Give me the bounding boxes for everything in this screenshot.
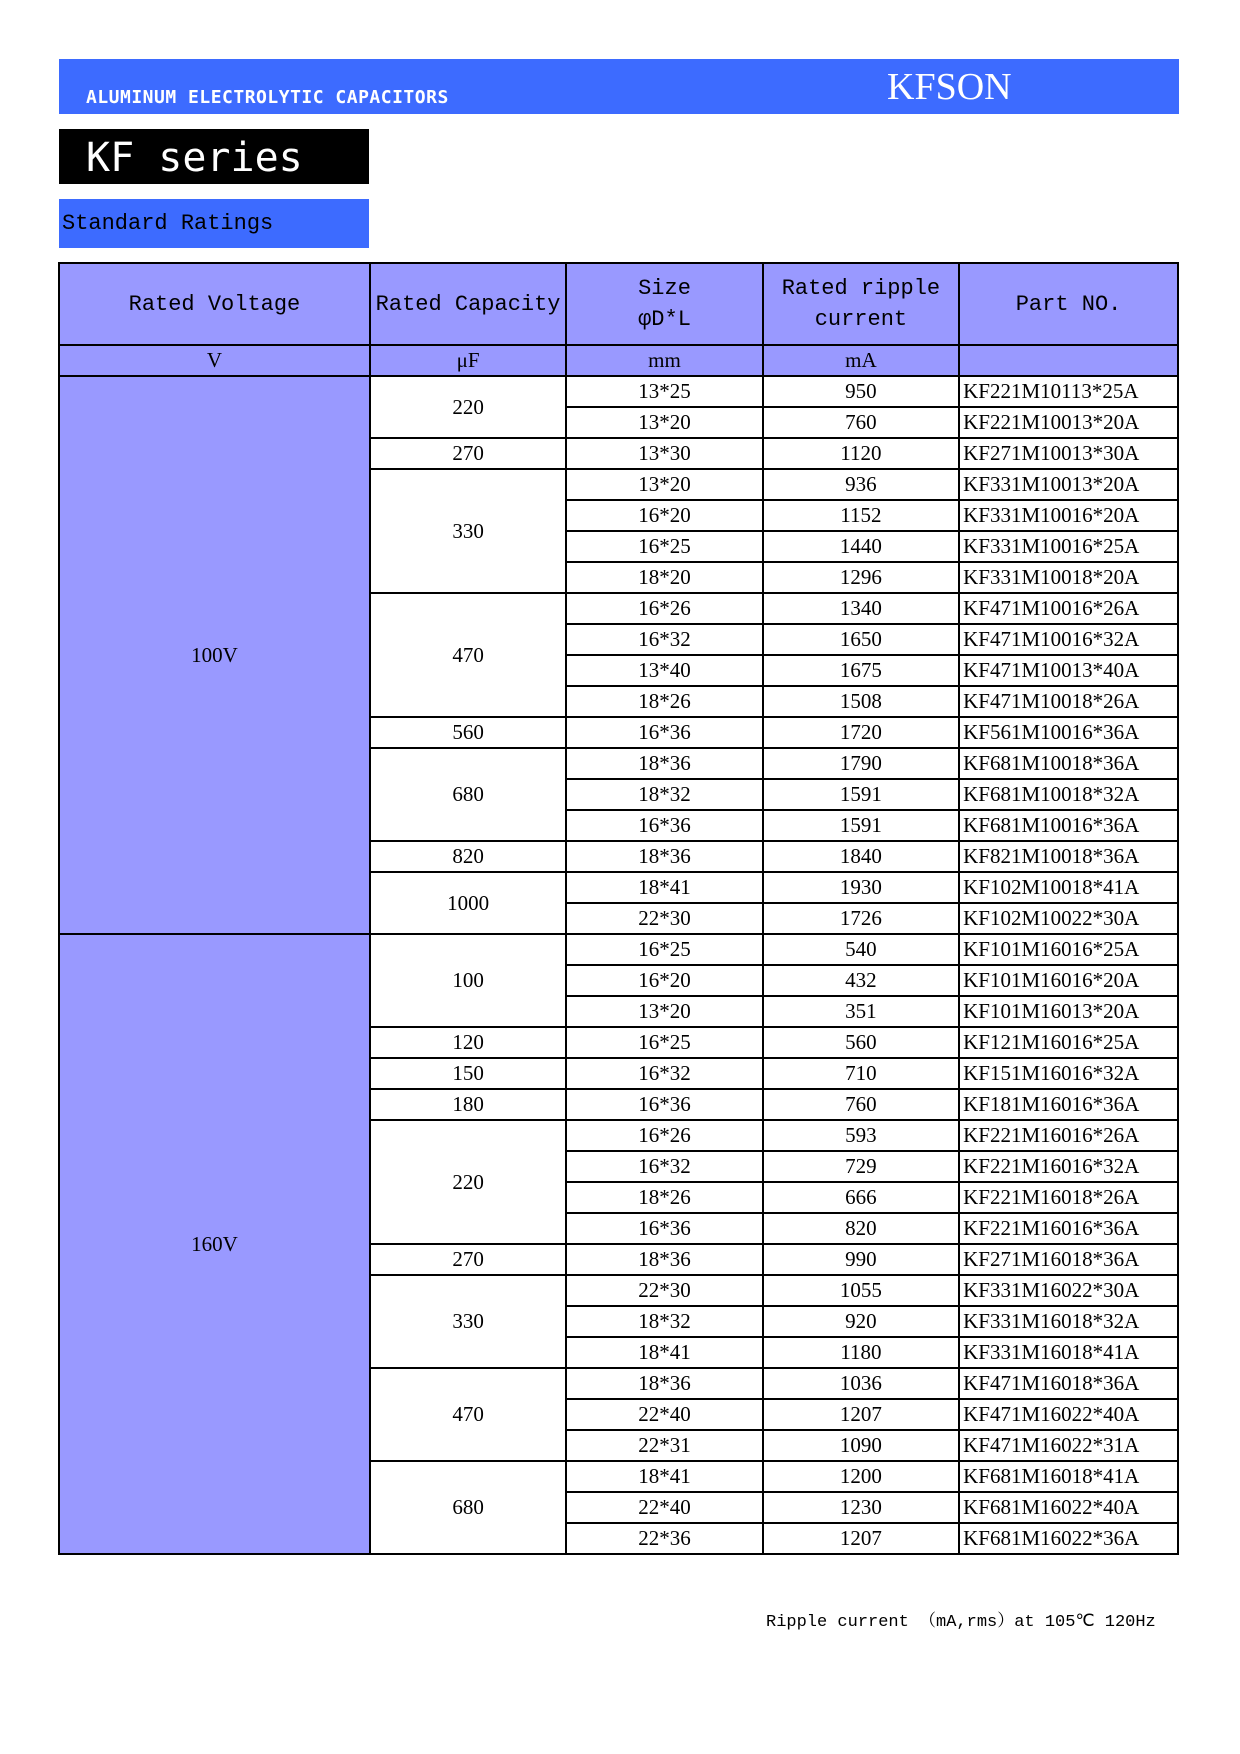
size-cell: 16*25: [566, 934, 762, 965]
category-title: ALUMINUM ELECTROLYTIC CAPACITORS: [86, 87, 449, 108]
col-header-capacity: Rated Capacity: [370, 263, 566, 345]
size-cell: 16*25: [566, 1027, 762, 1058]
unit-ripple: mA: [763, 345, 959, 376]
size-cell: 13*20: [566, 996, 762, 1027]
ripple-cell: 760: [763, 1089, 959, 1120]
ripple-cell: 1090: [763, 1430, 959, 1461]
size-cell: 22*31: [566, 1430, 762, 1461]
part-number-cell: KF221M10113*25A: [959, 376, 1178, 407]
capacity-cell: 180: [370, 1089, 566, 1120]
size-cell: 18*36: [566, 748, 762, 779]
capacity-cell: 560: [370, 717, 566, 748]
part-number-cell: KF121M16016*25A: [959, 1027, 1178, 1058]
part-number-cell: KF151M16016*32A: [959, 1058, 1178, 1089]
capacity-cell: 1000: [370, 872, 566, 934]
size-cell: 16*32: [566, 624, 762, 655]
unit-part: [959, 345, 1178, 376]
size-cell: 13*25: [566, 376, 762, 407]
table-row: [59, 376, 1178, 407]
size-cell: 16*20: [566, 500, 762, 531]
size-cell: 13*20: [566, 407, 762, 438]
capacity-cell: 680: [370, 1461, 566, 1554]
size-cell: 13*20: [566, 469, 762, 500]
ripple-cell: 1200: [763, 1461, 959, 1492]
part-number-cell: KF221M16016*26A: [959, 1120, 1178, 1151]
capacity-cell: 330: [370, 469, 566, 593]
ripple-cell: 710: [763, 1058, 959, 1089]
ripple-cell: 432: [763, 965, 959, 996]
ripple-cell: 760: [763, 407, 959, 438]
size-cell: 18*41: [566, 1337, 762, 1368]
brand-logo: KFSON: [887, 66, 1012, 108]
size-cell: 18*36: [566, 841, 762, 872]
part-number-cell: KF471M10013*40A: [959, 655, 1178, 686]
unit-capacity: μF: [370, 345, 566, 376]
ripple-cell: 1207: [763, 1399, 959, 1430]
size-cell: 22*30: [566, 903, 762, 934]
ripple-cell: 1055: [763, 1275, 959, 1306]
series-banner: [59, 129, 369, 184]
capacity-cell: 220: [370, 1120, 566, 1244]
ripple-cell: 1180: [763, 1337, 959, 1368]
ratings-table: [58, 262, 1179, 1555]
ripple-cell: 1440: [763, 531, 959, 562]
capacity-cell: 220: [370, 376, 566, 438]
size-cell: 18*20: [566, 562, 762, 593]
ripple-cell: 1230: [763, 1492, 959, 1523]
part-number-cell: KF331M16018*41A: [959, 1337, 1178, 1368]
ripple-cell: 1840: [763, 841, 959, 872]
size-cell: 18*41: [566, 1461, 762, 1492]
capacity-cell: 270: [370, 1244, 566, 1275]
part-number-cell: KF471M16022*40A: [959, 1399, 1178, 1430]
part-number-cell: KF221M10013*20A: [959, 407, 1178, 438]
size-cell: 18*26: [566, 686, 762, 717]
part-number-cell: KF681M10018*36A: [959, 748, 1178, 779]
ripple-cell: 1207: [763, 1523, 959, 1554]
part-number-cell: KF331M10018*20A: [959, 562, 1178, 593]
ripple-cell: 1152: [763, 500, 959, 531]
voltage-cell: 100V: [59, 376, 370, 934]
ripple-cell: 1296: [763, 562, 959, 593]
voltage-cell: 160V: [59, 934, 370, 1554]
unit-size: mm: [566, 345, 762, 376]
part-number-cell: KF681M16018*41A: [959, 1461, 1178, 1492]
ripple-cell: 1036: [763, 1368, 959, 1399]
part-number-cell: KF331M10016*20A: [959, 500, 1178, 531]
ripple-cell: 1120: [763, 438, 959, 469]
ripple-cell: 560: [763, 1027, 959, 1058]
size-cell: 16*20: [566, 965, 762, 996]
size-cell: 18*32: [566, 1306, 762, 1337]
part-number-cell: KF101M16013*20A: [959, 996, 1178, 1027]
ripple-cell: 1790: [763, 748, 959, 779]
capacity-cell: 100: [370, 934, 566, 1027]
size-cell: 18*41: [566, 872, 762, 903]
ripple-cell: 1675: [763, 655, 959, 686]
ripple-cell: 1720: [763, 717, 959, 748]
ripple-cell: 1650: [763, 624, 959, 655]
capacity-cell: 470: [370, 1368, 566, 1461]
ripple-cell: 593: [763, 1120, 959, 1151]
ripple-cell: 1508: [763, 686, 959, 717]
size-cell: 16*36: [566, 810, 762, 841]
part-number-cell: KF561M10016*36A: [959, 717, 1178, 748]
capacity-cell: 120: [370, 1027, 566, 1058]
ripple-cell: 820: [763, 1213, 959, 1244]
part-number-cell: KF331M10013*20A: [959, 469, 1178, 500]
part-number-cell: KF821M10018*36A: [959, 841, 1178, 872]
capacity-cell: 330: [370, 1275, 566, 1368]
size-cell: 22*40: [566, 1399, 762, 1430]
part-number-cell: KF101M16016*20A: [959, 965, 1178, 996]
part-number-cell: KF102M10022*30A: [959, 903, 1178, 934]
part-number-cell: KF681M10018*32A: [959, 779, 1178, 810]
part-number-cell: KF221M16016*36A: [959, 1213, 1178, 1244]
size-cell: 22*30: [566, 1275, 762, 1306]
ripple-cell: 540: [763, 934, 959, 965]
ripple-cell: 1340: [763, 593, 959, 624]
col-header-size: Size φD*L: [566, 263, 762, 345]
part-number-cell: KF331M16022*30A: [959, 1275, 1178, 1306]
ripple-cell: 936: [763, 469, 959, 500]
ripple-cell: 1930: [763, 872, 959, 903]
size-cell: 16*26: [566, 593, 762, 624]
size-cell: 18*36: [566, 1368, 762, 1399]
unit-voltage: V: [59, 345, 370, 376]
part-number-cell: KF102M10018*41A: [959, 872, 1178, 903]
table-body: [59, 376, 1178, 1554]
col-header-ripple: Rated ripple current: [763, 263, 959, 345]
ripple-cell: 351: [763, 996, 959, 1027]
table-row: [59, 934, 1178, 965]
size-cell: 13*30: [566, 438, 762, 469]
col-header-part: Part NO.: [959, 263, 1178, 345]
table-header-row: [59, 263, 1178, 345]
size-cell: 18*32: [566, 779, 762, 810]
ripple-cell: 990: [763, 1244, 959, 1275]
part-number-cell: KF471M10018*26A: [959, 686, 1178, 717]
capacity-cell: 150: [370, 1058, 566, 1089]
ripple-cell: 1591: [763, 779, 959, 810]
ripple-cell: 950: [763, 376, 959, 407]
part-number-cell: KF681M10016*36A: [959, 810, 1178, 841]
section-banner: [59, 199, 369, 248]
size-cell: 18*26: [566, 1182, 762, 1213]
col-header-voltage: Rated Voltage: [59, 263, 370, 345]
ripple-cell: 920: [763, 1306, 959, 1337]
capacity-cell: 470: [370, 593, 566, 717]
footnote: Ripple current （mA,rms）at 105℃ 120Hz: [766, 1613, 1156, 1632]
part-number-cell: KF101M16016*25A: [959, 934, 1178, 965]
part-number-cell: KF271M16018*36A: [959, 1244, 1178, 1275]
part-number-cell: KF331M10016*25A: [959, 531, 1178, 562]
size-cell: 13*40: [566, 655, 762, 686]
ripple-cell: 1726: [763, 903, 959, 934]
size-cell: 16*36: [566, 1213, 762, 1244]
part-number-cell: KF331M16018*32A: [959, 1306, 1178, 1337]
size-cell: 16*36: [566, 717, 762, 748]
part-number-cell: KF221M16016*32A: [959, 1151, 1178, 1182]
ripple-cell: 729: [763, 1151, 959, 1182]
series-title: KF series: [86, 135, 303, 181]
part-number-cell: KF271M10013*30A: [959, 438, 1178, 469]
size-cell: 16*32: [566, 1058, 762, 1089]
capacity-cell: 270: [370, 438, 566, 469]
size-cell: 22*40: [566, 1492, 762, 1523]
capacity-cell: 820: [370, 841, 566, 872]
size-cell: 16*32: [566, 1151, 762, 1182]
part-number-cell: KF471M16018*36A: [959, 1368, 1178, 1399]
ripple-cell: 1591: [763, 810, 959, 841]
size-cell: 16*25: [566, 531, 762, 562]
part-number-cell: KF181M16016*36A: [959, 1089, 1178, 1120]
part-number-cell: KF681M16022*40A: [959, 1492, 1178, 1523]
part-number-cell: KF681M16022*36A: [959, 1523, 1178, 1554]
size-cell: 18*36: [566, 1244, 762, 1275]
ripple-cell: 666: [763, 1182, 959, 1213]
part-number-cell: KF471M16022*31A: [959, 1430, 1178, 1461]
capacity-cell: 680: [370, 748, 566, 841]
part-number-cell: KF471M10016*32A: [959, 624, 1178, 655]
size-cell: 16*26: [566, 1120, 762, 1151]
part-number-cell: KF221M16018*26A: [959, 1182, 1178, 1213]
part-number-cell: KF471M10016*26A: [959, 593, 1178, 624]
size-cell: 16*36: [566, 1089, 762, 1120]
section-title: Standard Ratings: [62, 211, 274, 236]
table-units-row: [59, 345, 1178, 376]
header-bar: [59, 59, 1179, 114]
size-cell: 22*36: [566, 1523, 762, 1554]
